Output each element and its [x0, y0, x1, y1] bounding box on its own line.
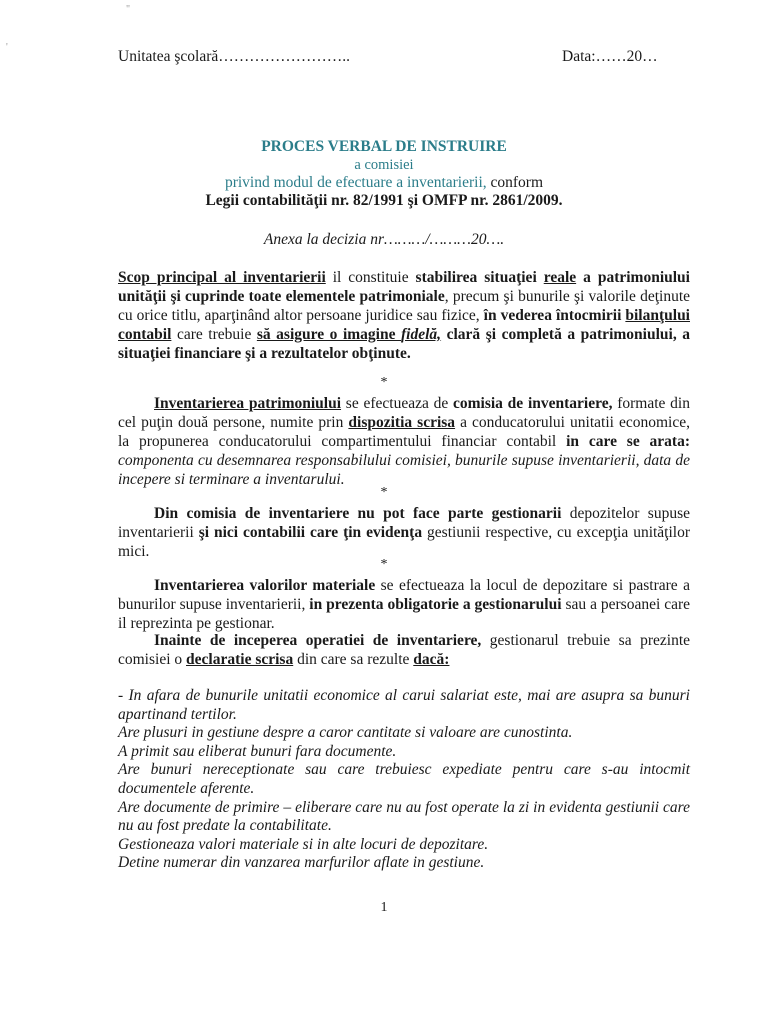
scan-mark: ' [6, 42, 8, 53]
date-label: Data:……20… [562, 48, 658, 65]
text-run: stabilirea situaţiei [415, 269, 544, 286]
paragraph-declaration [118, 631, 690, 669]
text-run: se efectueaza de [341, 395, 453, 412]
text-run: a patrimoniului, a situaţiei financiare şi a rezultatelor obţinute. [118, 326, 690, 362]
text-run: componenta cu desemnarea responsabilului comisiei, bunurile supuse inventarierii, data de incepere si terminare a inventarului. [118, 452, 690, 488]
text-run: sau a persoanei care il reprezinta pe gestionar. [118, 596, 691, 632]
title-line-3 [0, 174, 768, 192]
text-run: Inainte de inceperea operatiei de inventariere, [154, 632, 482, 649]
text-run: clară şi completă [441, 326, 562, 343]
separator-star: * [380, 375, 388, 390]
list-item: Detine numerar din vanzarea marfurilor aflate in gestiune. [118, 854, 485, 872]
text-run: dispozitia scrisa [348, 414, 456, 431]
scan-mark: " [126, 4, 131, 15]
text-run: , precum şi bunurile şi valorile deţinute cu orice titlu, aparţinând altor persoane juridice sau fizice, [118, 288, 691, 324]
separator-star: * [380, 557, 388, 572]
text-run: şi nici contabilii care ţin evidenţa [198, 524, 423, 541]
text-run: formate din cel puţin două persone, numite prin [118, 395, 690, 431]
title-line-3-teal: privind modul de efectuare a inventarierii, [224, 174, 487, 191]
text-run: a patrimoniului unităţii şi cuprinde toate elementele patrimoniale [118, 269, 690, 305]
document-title [0, 138, 768, 210]
list-item: - In afara de bunurile unitatii economice al carui salariat este, mai are asupra sa bunuri apartinand tertilor. [118, 687, 690, 723]
declaration-list [118, 687, 690, 873]
list-item: Gestioneaza valori materiale si in alte locuri de depozitare. [118, 835, 489, 853]
text-run: Scop principal al inventarierii [118, 269, 326, 286]
text-run: care trebuie [171, 326, 257, 343]
separator-star: * [380, 485, 388, 500]
school-unit-label: Unitatea şcolară…………………….. [118, 48, 351, 65]
text-run: il constituie [325, 269, 416, 286]
title-line-4: Legii contabilităţii nr. 82/1991 şi OMFP nr. 2861/2009. [205, 192, 563, 209]
text-run: gestionarul trebuie sa prezinte comisiei o [118, 632, 690, 668]
text-run: dacă: [413, 651, 450, 668]
text-run: depozitelor supuse inventarierii [118, 505, 691, 541]
paragraph-inventory [118, 394, 690, 489]
list-item: Are documente de primire – eliberare care nu au fost operate la zi in evidenta gestiunii care nu au fost predate la contabilitate. [118, 798, 690, 835]
text-run: din care sa rezulte [293, 651, 414, 668]
text-run: să asigure o imagine [256, 326, 402, 343]
paragraph-purpose [118, 268, 690, 363]
paragraph-commission [118, 504, 690, 561]
title-line-3-rest: conform [486, 174, 544, 191]
text-run: gestiunii respective, cu excepţia unităţilor mici. [118, 524, 691, 560]
title-line-1: PROCES VERBAL DE INSTRUIRE [261, 138, 507, 155]
text-run: reale [543, 269, 577, 286]
text-run: bilanţului contabil [118, 307, 690, 343]
text-run: declaratie scrisa [186, 651, 294, 668]
text-run: fidelă, [401, 326, 442, 343]
text-run: se efectueaza la locul de depozitare si pastrare a bunurilor supuse inventarierii, [118, 577, 690, 613]
text-run: a conducatorului unitatii economice, la propunerea conducatorului compartimentului financiar contabil [118, 414, 690, 450]
text-run: în vederea întocmirii [483, 307, 626, 324]
list-item: Are bunuri nereceptionate sau care trebuiesc expediate pentru care s-au intocmit documentele aferente. [118, 761, 690, 797]
text-run: Din comisia de inventariere nu pot face parte gestionarii [154, 505, 562, 522]
title-line-2: a comisiei [354, 157, 414, 173]
text-run: in prezenta obligatorie a gestionarului [309, 596, 562, 613]
text-run: in care se arata: [566, 433, 690, 450]
text-run: comisia de inventariere, [452, 395, 613, 412]
list-item: Are plusuri in gestiune despre a caror cantitate si valoare are cunostinta. [118, 724, 573, 742]
text-run: Inventarierea valorilor materiale [154, 577, 376, 594]
text-run: Inventarierea patrimoniului [154, 395, 342, 412]
page-number: 1 [380, 900, 388, 915]
paragraph-materials [118, 576, 690, 633]
list-item: A primit sau eliberat bunuri fara documente. [118, 742, 397, 760]
annex-reference: Anexa la decizia nr………/………20…. [263, 231, 505, 248]
